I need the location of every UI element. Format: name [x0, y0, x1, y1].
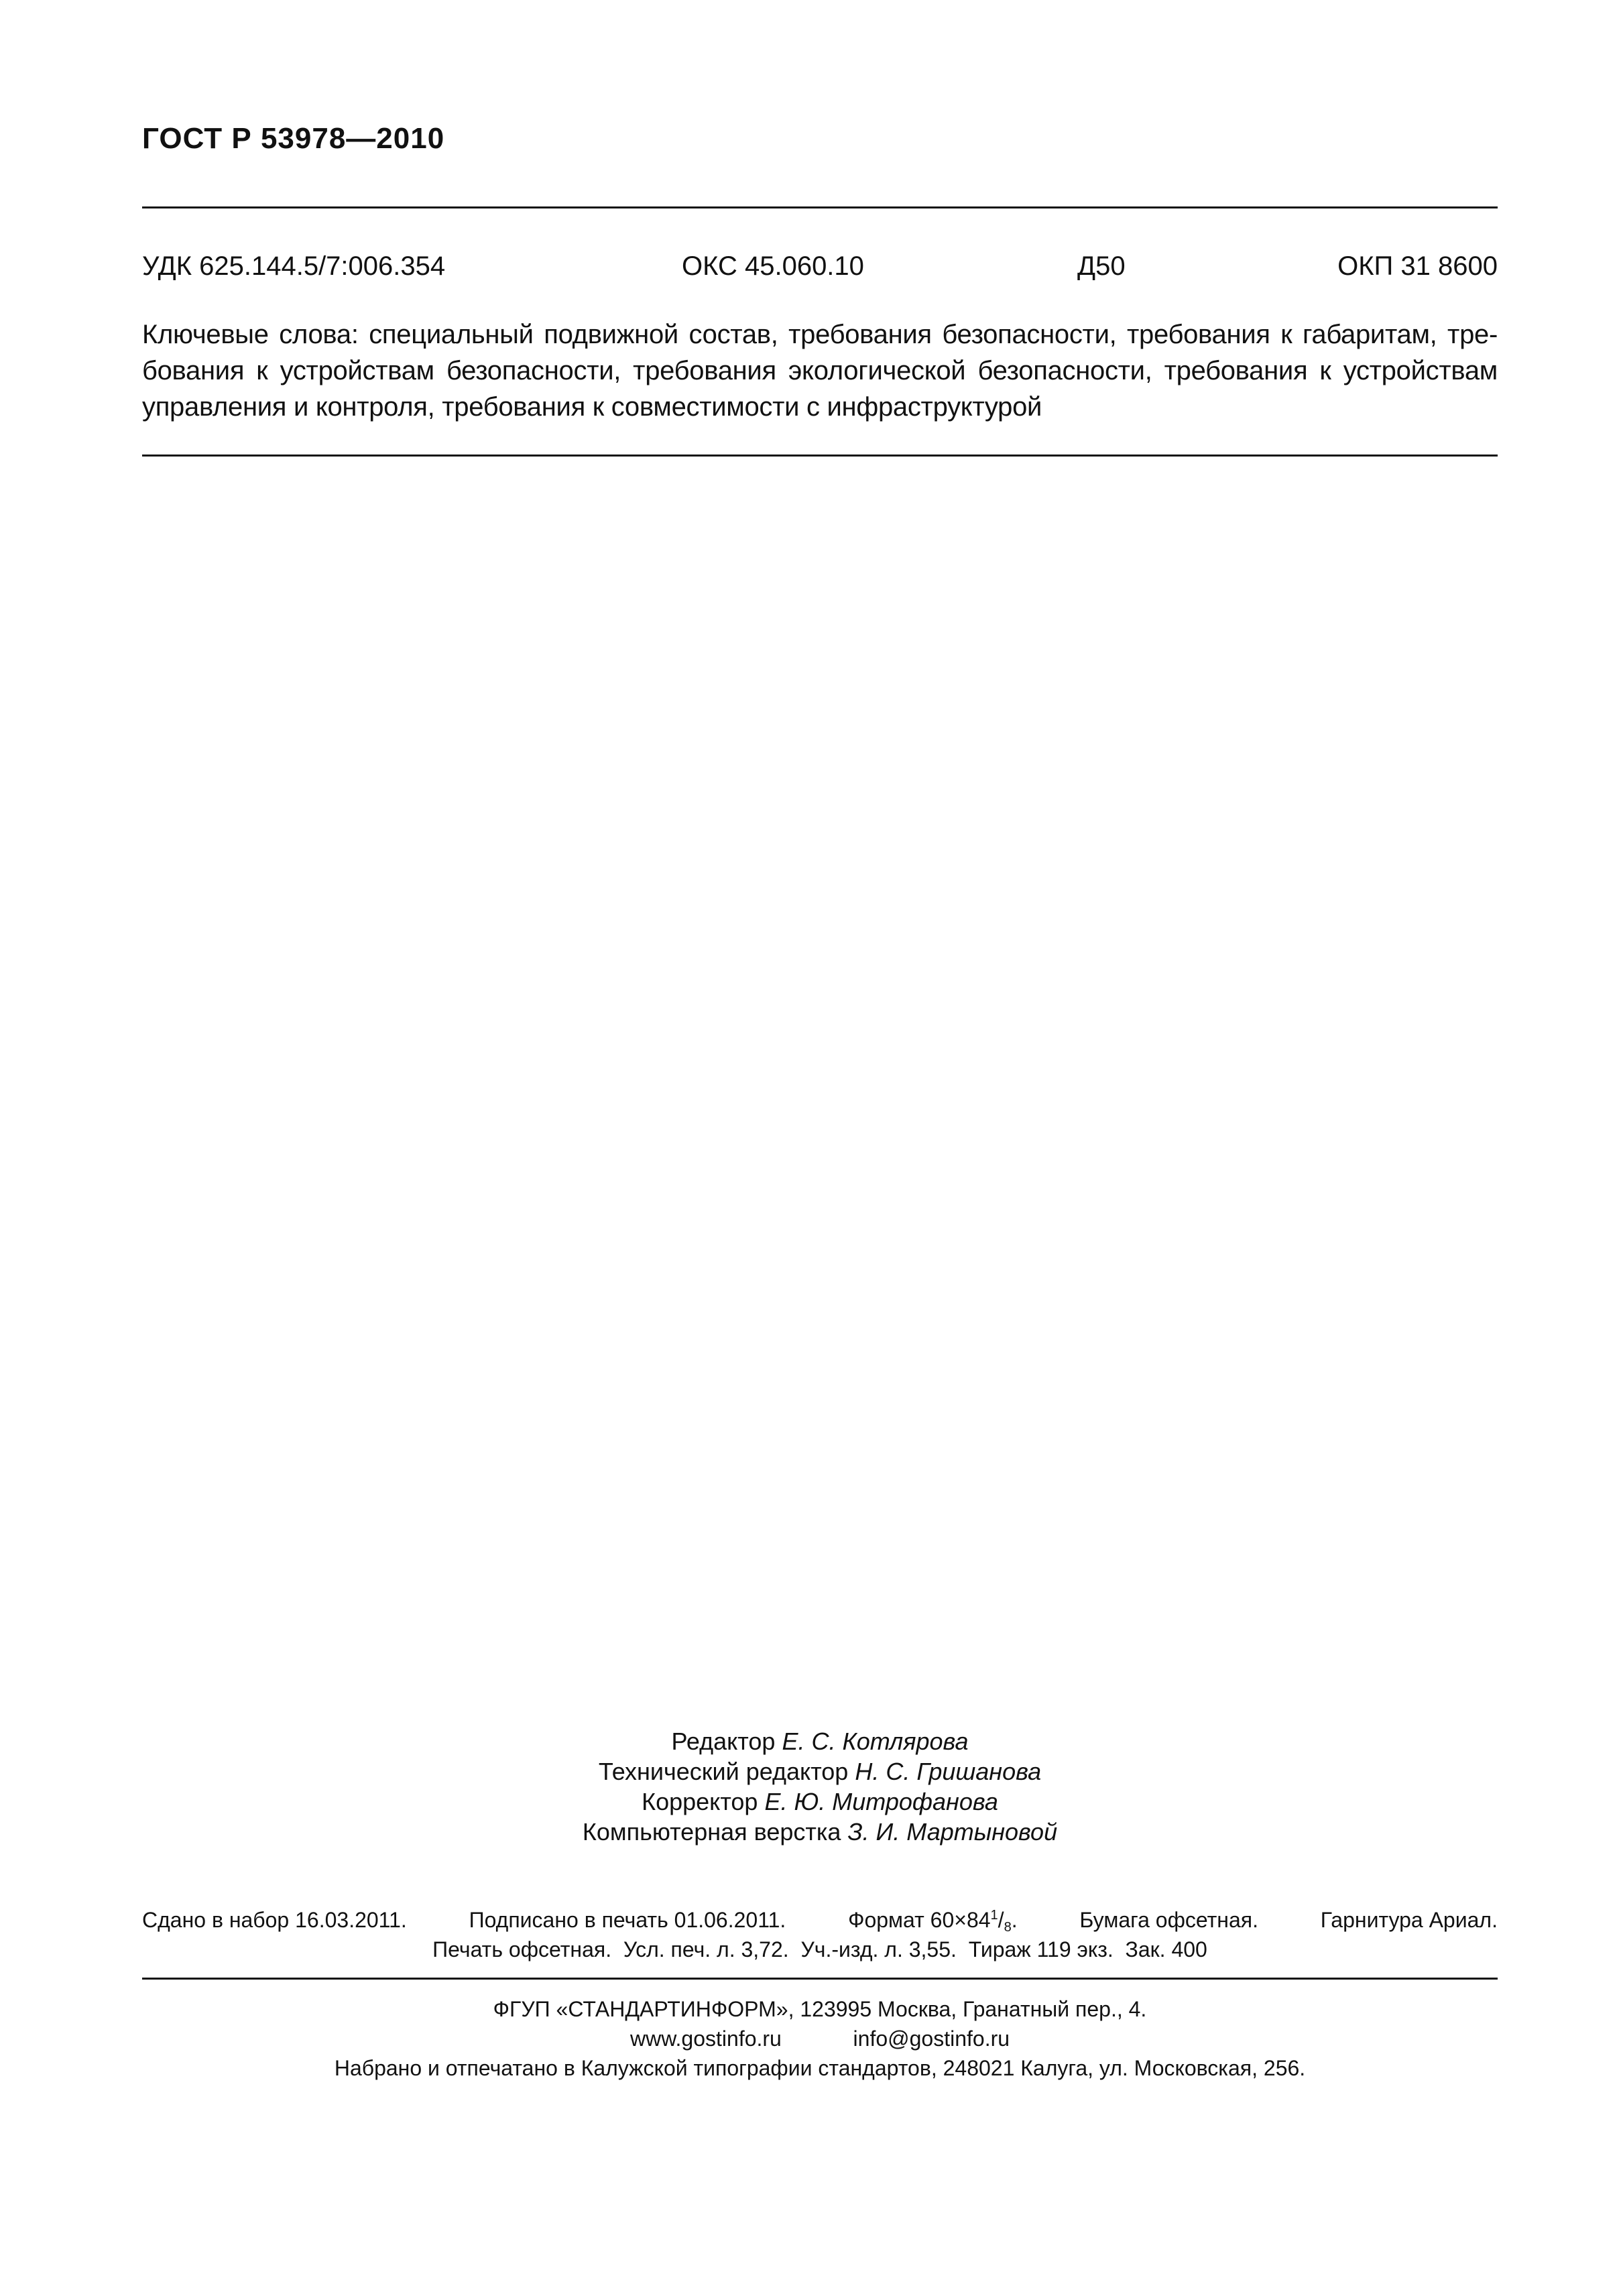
credit-name: Е. С. Котлярова [782, 1728, 969, 1755]
credit-editor [142, 1726, 1498, 1756]
group-code: Д50 [1077, 251, 1126, 281]
print-info-line-2: Печать офсетная. Усл. печ. л. 3,72. Уч.-изд. л. 3,55. Тираж 119 экз. Зак. 400 [432, 1937, 1207, 1961]
udk-code: УДК 625.144.5/7:006.354 [142, 251, 446, 281]
oks-code: ОКС 45.060.10 [682, 251, 864, 281]
publisher-email: info@gostinfo.ru [853, 2027, 1010, 2051]
credit-proofreader [142, 1787, 1498, 1817]
standard-code: ГОСТ Р 53978—2010 [142, 122, 445, 155]
format-sup: 1 [990, 1908, 998, 1923]
credit-role: Редактор [671, 1728, 776, 1755]
printing-house: Набрано и отпечатано в Калужской типографии стандартов, 248021 Калуга, ул. Московская, 256. [334, 2056, 1306, 2080]
print-info-block [142, 1905, 1498, 1964]
format-prefix: Формат 60×84 [848, 1908, 991, 1932]
keywords-paragraph: Ключевые слова: специальный подвижной состав, требования безопасности, требования к габаритам, тре-бования к устройствам безопасности, требования экологической безопасности, требования к устройствам управления и контроля, требования к совместимости с инфраструктурой [142, 320, 1498, 422]
credit-role: Технический редактор [598, 1758, 849, 1785]
okp-code: ОКП 31 8600 [1337, 251, 1498, 281]
typeface: Гарнитура Ариал. [1320, 1908, 1498, 1932]
publisher-website: www.gostinfo.ru [629, 2027, 782, 2051]
print-info-line-1 [142, 1905, 1498, 1935]
format-sub: 8 [1004, 1920, 1012, 1935]
signed-for-print: Подписано в печать 01.06.2011. [469, 1908, 786, 1932]
credits-block [142, 1726, 1498, 1847]
publisher-block [142, 1994, 1498, 2083]
credit-name: З. И. Мартыновой [847, 1818, 1058, 1846]
credit-role: Корректор [642, 1788, 758, 1815]
credit-name: Н. С. Гришанова [855, 1758, 1042, 1785]
format-suffix: . [1011, 1908, 1018, 1932]
format: Формат $60\times 84^1/_8$. [848, 1908, 1018, 1935]
classification-row [142, 251, 1498, 289]
credit-layout [142, 1817, 1498, 1847]
credit-role: Компьютерная верстка [582, 1818, 841, 1846]
paper: Бумага офсетная. [1079, 1908, 1258, 1932]
top-divider [142, 206, 1498, 208]
publisher-divider [142, 1978, 1498, 1980]
sent-to-set: Сдано в набор 16.03.2011. [142, 1908, 407, 1932]
keywords-divider [142, 455, 1498, 457]
credit-technical-editor [142, 1756, 1498, 1787]
publisher-contacts [142, 2024, 1498, 2053]
publisher-address: ФГУП «СТАНДАРТИНФОРМ», 123995 Москва, Гранатный пер., 4. [493, 1997, 1147, 2021]
credit-name: Е. Ю. Митрофанова [764, 1788, 998, 1815]
